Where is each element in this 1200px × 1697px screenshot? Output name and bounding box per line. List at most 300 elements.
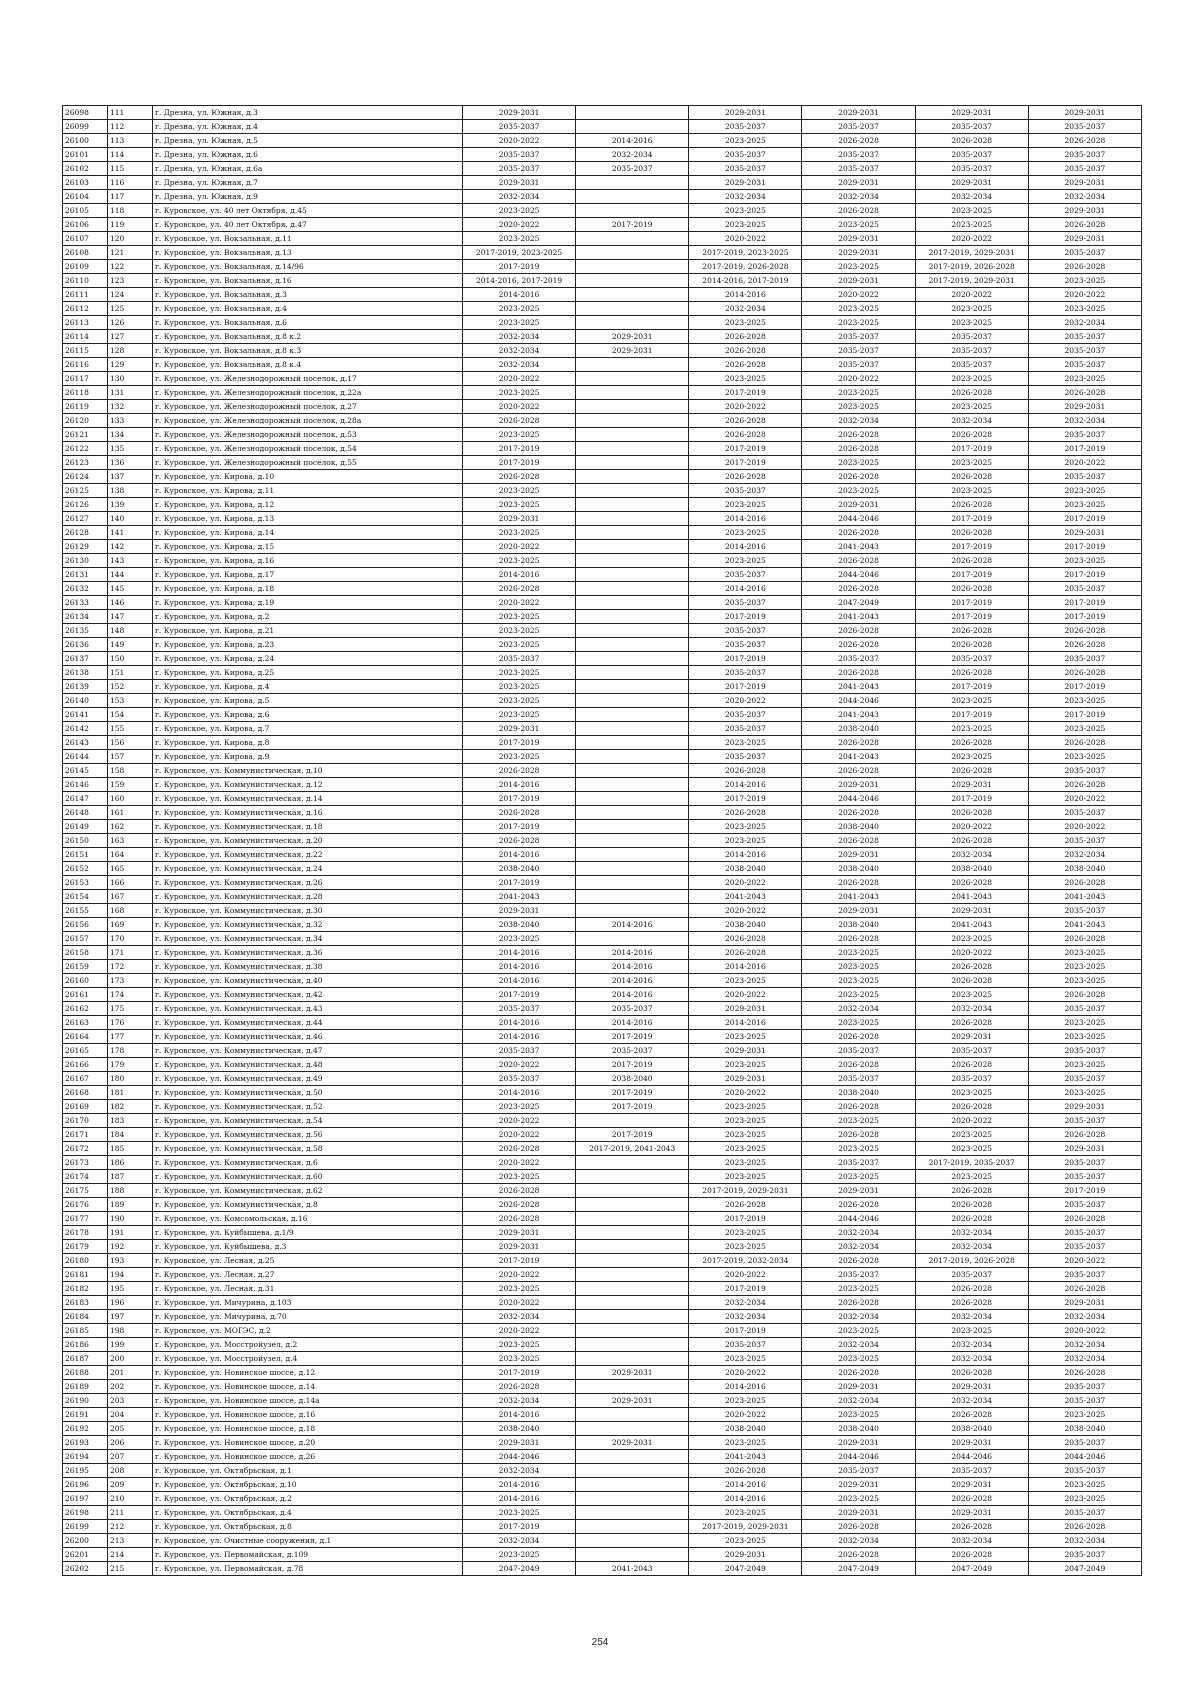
- cell-period-col-1: 2023-2025: [463, 1352, 576, 1366]
- cell-period-col-6: 2035-2037: [1028, 1198, 1141, 1212]
- table-row: [63, 1548, 1142, 1562]
- cell-period-col-3: 2035-2037: [689, 722, 802, 736]
- cell-period-col-1: 2032-2034: [463, 358, 576, 372]
- table-row: [63, 1380, 1142, 1394]
- table-row: [63, 1100, 1142, 1114]
- table-row: [63, 1478, 1142, 1492]
- cell-record-id: 26186: [63, 1338, 108, 1352]
- table-row: [63, 1282, 1142, 1296]
- cell-period-col-6: 2029-2031: [1028, 1142, 1141, 1156]
- cell-row-number: 189: [108, 1198, 153, 1212]
- table-row: [63, 414, 1142, 428]
- cell-period-col-5: 2026-2028: [915, 638, 1028, 652]
- cell-period-col-6: 2017-2019: [1028, 512, 1141, 526]
- cell-period-col-5: 2029-2031: [915, 1030, 1028, 1044]
- cell-period-col-5: 2020-2022: [915, 232, 1028, 246]
- cell-row-number: 187: [108, 1170, 153, 1184]
- cell-period-col-2: [576, 190, 689, 204]
- cell-address: г. Куровское, ул. Кирова, д.5: [153, 694, 463, 708]
- cell-period-col-6: 2023-2025: [1028, 484, 1141, 498]
- cell-record-id: 26177: [63, 1212, 108, 1226]
- cell-address: г. Куровское, ул. Коммунистическая, д.18: [153, 820, 463, 834]
- cell-record-id: 26144: [63, 750, 108, 764]
- table-row: [63, 876, 1142, 890]
- cell-period-col-1: 2035-2037: [463, 120, 576, 134]
- cell-period-col-6: 2020-2022: [1028, 1324, 1141, 1338]
- cell-period-col-5: 2023-2025: [915, 988, 1028, 1002]
- table-row: [63, 526, 1142, 540]
- cell-period-col-1: 2026-2028: [463, 1198, 576, 1212]
- cell-period-col-3: 2035-2037: [689, 666, 802, 680]
- cell-period-col-1: 2026-2028: [463, 834, 576, 848]
- cell-period-col-6: 2017-2019: [1028, 680, 1141, 694]
- cell-period-col-4: 2023-2025: [802, 1352, 915, 1366]
- cell-period-col-2: 2029-2031: [576, 1394, 689, 1408]
- cell-address: г. Куровское, ул. Коммунистическая, д.32: [153, 918, 463, 932]
- cell-period-col-6: 2026-2028: [1028, 988, 1141, 1002]
- cell-period-col-3: 2017-2019: [689, 680, 802, 694]
- cell-period-col-6: 2035-2037: [1028, 1394, 1141, 1408]
- cell-record-id: 26164: [63, 1030, 108, 1044]
- table-row: [63, 470, 1142, 484]
- cell-address: г. Куровское, ул. Кирова, д.19: [153, 596, 463, 610]
- cell-period-col-1: 2038-2040: [463, 918, 576, 932]
- cell-period-col-2: [576, 274, 689, 288]
- cell-period-col-6: 2023-2025: [1028, 498, 1141, 512]
- cell-period-col-3: 2023-2025: [689, 1156, 802, 1170]
- cell-address: г. Куровское, ул. Новинское шоссе, д.14: [153, 1380, 463, 1394]
- cell-period-col-1: 2023-2025: [463, 428, 576, 442]
- cell-period-col-5: 2026-2028: [915, 1296, 1028, 1310]
- cell-record-id: 26165: [63, 1044, 108, 1058]
- cell-period-col-5: 2026-2028: [915, 428, 1028, 442]
- cell-address: г. Куровское, ул. Мичурина, д.70: [153, 1310, 463, 1324]
- table-row: [63, 456, 1142, 470]
- cell-period-col-5: 2026-2028: [915, 1198, 1028, 1212]
- table-row: [63, 778, 1142, 792]
- cell-record-id: 26101: [63, 148, 108, 162]
- cell-address: г. Куровское, ул. Кирова, д.18: [153, 582, 463, 596]
- table-row: [63, 1394, 1142, 1408]
- cell-period-col-3: 2023-2025: [689, 736, 802, 750]
- cell-address: г. Куровское, ул. Кирова, д.17: [153, 568, 463, 582]
- cell-period-col-3: 2014-2016: [689, 1492, 802, 1506]
- table-row: [63, 694, 1142, 708]
- cell-address: г. Куровское, ул. Кирова, д.23: [153, 638, 463, 652]
- cell-period-col-3: 2029-2031: [689, 1072, 802, 1086]
- cell-period-col-1: 2017-2019: [463, 988, 576, 1002]
- cell-row-number: 138: [108, 484, 153, 498]
- cell-period-col-1: 2017-2019: [463, 1366, 576, 1380]
- cell-row-number: 157: [108, 750, 153, 764]
- cell-period-col-2: [576, 848, 689, 862]
- cell-period-col-2: [576, 1240, 689, 1254]
- cell-period-col-6: 2026-2028: [1028, 1366, 1141, 1380]
- cell-period-col-4: 2032-2034: [802, 1310, 915, 1324]
- cell-period-col-6: 2035-2037: [1028, 1002, 1141, 1016]
- cell-address: г. Дрезна, ул. Южная, д.9: [153, 190, 463, 204]
- cell-period-col-1: 2014-2016: [463, 568, 576, 582]
- cell-record-id: 26152: [63, 862, 108, 876]
- cell-address: г. Куровское, ул. Коммунистическая, д.16: [153, 806, 463, 820]
- cell-period-col-3: 2020-2022: [689, 694, 802, 708]
- cell-period-col-4: 2026-2028: [802, 1520, 915, 1534]
- cell-period-col-2: [576, 400, 689, 414]
- cell-period-col-2: [576, 540, 689, 554]
- cell-row-number: 168: [108, 904, 153, 918]
- cell-period-col-5: 2035-2037: [915, 1464, 1028, 1478]
- cell-address: г. Куровское, ул. Кирова, д.2: [153, 610, 463, 624]
- cell-period-col-4: 2020-2022: [802, 288, 915, 302]
- cell-period-col-6: 2035-2037: [1028, 764, 1141, 778]
- cell-period-col-4: 2032-2034: [802, 1394, 915, 1408]
- cell-period-col-6: 2023-2025: [1028, 946, 1141, 960]
- cell-period-col-4: 2032-2034: [802, 1002, 915, 1016]
- cell-period-col-1: 2020-2022: [463, 1058, 576, 1072]
- cell-row-number: 137: [108, 470, 153, 484]
- cell-period-col-6: 2017-2019: [1028, 1184, 1141, 1198]
- cell-row-number: 140: [108, 512, 153, 526]
- cell-record-id: 26142: [63, 722, 108, 736]
- cell-record-id: 26163: [63, 1016, 108, 1030]
- cell-row-number: 164: [108, 848, 153, 862]
- cell-record-id: 26147: [63, 792, 108, 806]
- table-row: [63, 1268, 1142, 1282]
- cell-address: г. Куровское, ул. Кирова, д.24: [153, 652, 463, 666]
- cell-period-col-2: [576, 638, 689, 652]
- cell-period-col-6: 2026-2028: [1028, 932, 1141, 946]
- cell-period-col-4: 2038-2040: [802, 1422, 915, 1436]
- cell-period-col-4: 2023-2025: [802, 946, 915, 960]
- cell-period-col-6: 2035-2037: [1028, 428, 1141, 442]
- table-row: [63, 1184, 1142, 1198]
- cell-period-col-2: [576, 820, 689, 834]
- cell-period-col-1: 2014-2016: [463, 778, 576, 792]
- cell-period-col-1: 2023-2025: [463, 932, 576, 946]
- cell-address: г. Куровское, ул. Лесная, д.25: [153, 1254, 463, 1268]
- cell-record-id: 26188: [63, 1366, 108, 1380]
- cell-period-col-1: 2029-2031: [463, 1436, 576, 1450]
- cell-address: г. Куровское, ул. Вокзальная, д.16: [153, 274, 463, 288]
- cell-period-col-4: 2032-2034: [802, 414, 915, 428]
- cell-period-col-1: 2041-2043: [463, 890, 576, 904]
- cell-period-col-3: 2038-2040: [689, 1422, 802, 1436]
- cell-period-col-3: 2026-2028: [689, 344, 802, 358]
- cell-period-col-5: 2020-2022: [915, 946, 1028, 960]
- cell-period-col-3: 2032-2034: [689, 1296, 802, 1310]
- table-row: [63, 1058, 1142, 1072]
- cell-period-col-5: 2017-2019, 2026-2028: [915, 260, 1028, 274]
- cell-record-id: 26121: [63, 428, 108, 442]
- cell-period-col-1: 2023-2025: [463, 386, 576, 400]
- cell-address: г. Куровское, ул. Железнодорожный поселок, д.22а: [153, 386, 463, 400]
- cell-period-col-2: [576, 302, 689, 316]
- cell-row-number: 186: [108, 1156, 153, 1170]
- cell-period-col-1: 2014-2016: [463, 960, 576, 974]
- cell-period-col-3: 2014-2016: [689, 582, 802, 596]
- cell-period-col-6: 2026-2028: [1028, 624, 1141, 638]
- cell-row-number: 119: [108, 218, 153, 232]
- cell-row-number: 179: [108, 1058, 153, 1072]
- cell-period-col-3: 2023-2025: [689, 974, 802, 988]
- table-row: [63, 1520, 1142, 1534]
- cell-period-col-1: 2026-2028: [463, 414, 576, 428]
- table-row: [63, 652, 1142, 666]
- cell-period-col-5: 2032-2034: [915, 190, 1028, 204]
- cell-period-col-2: [576, 554, 689, 568]
- cell-period-col-6: 2035-2037: [1028, 652, 1141, 666]
- cell-record-id: 26120: [63, 414, 108, 428]
- table-row: [63, 806, 1142, 820]
- cell-period-col-5: 2023-2025: [915, 1170, 1028, 1184]
- cell-period-col-6: 2029-2031: [1028, 232, 1141, 246]
- table-row: [63, 680, 1142, 694]
- cell-period-col-1: 2026-2028: [463, 1184, 576, 1198]
- cell-period-col-5: 2035-2037: [915, 344, 1028, 358]
- cell-period-col-6: 2035-2037: [1028, 1436, 1141, 1450]
- cell-period-col-4: 2032-2034: [802, 1534, 915, 1548]
- cell-period-col-6: 2023-2025: [1028, 1086, 1141, 1100]
- schedule-table: [62, 105, 1142, 1576]
- cell-record-id: 26155: [63, 904, 108, 918]
- cell-period-col-4: 2026-2028: [802, 204, 915, 218]
- cell-address: г. Куровское, ул. Лесная, д.27: [153, 1268, 463, 1282]
- cell-period-col-3: 2023-2025: [689, 134, 802, 148]
- cell-period-col-3: 2035-2037: [689, 162, 802, 176]
- cell-period-col-1: 2026-2028: [463, 1142, 576, 1156]
- table-row: [63, 442, 1142, 456]
- cell-record-id: 26153: [63, 876, 108, 890]
- cell-address: г. Куровское, ул. Коммунистическая, д.50: [153, 1086, 463, 1100]
- cell-address: г. Дрезна, ул. Южная, д.5: [153, 134, 463, 148]
- cell-period-col-5: 2017-2019: [915, 442, 1028, 456]
- cell-period-col-3: 2020-2022: [689, 1408, 802, 1422]
- table-row: [63, 1044, 1142, 1058]
- table-row: [63, 176, 1142, 190]
- cell-period-col-3: 2023-2025: [689, 1170, 802, 1184]
- cell-period-col-4: 2029-2031: [802, 246, 915, 260]
- cell-period-col-5: 2035-2037: [915, 358, 1028, 372]
- cell-period-col-3: 2023-2025: [689, 834, 802, 848]
- cell-period-col-3: 2017-2019: [689, 386, 802, 400]
- cell-period-col-4: 2035-2037: [802, 1464, 915, 1478]
- cell-period-col-3: 2017-2019: [689, 610, 802, 624]
- cell-period-col-3: 2035-2037: [689, 484, 802, 498]
- table-row: [63, 400, 1142, 414]
- cell-period-col-4: 2035-2037: [802, 162, 915, 176]
- cell-period-col-6: 2029-2031: [1028, 204, 1141, 218]
- table-row: [63, 218, 1142, 232]
- cell-period-col-3: 2020-2022: [689, 1086, 802, 1100]
- cell-period-col-4: 2029-2031: [802, 498, 915, 512]
- cell-period-col-2: [576, 1226, 689, 1240]
- cell-row-number: 116: [108, 176, 153, 190]
- cell-period-col-4: 2026-2028: [802, 1366, 915, 1380]
- cell-address: г. Куровское, ул. Коммунистическая, д.54: [153, 1114, 463, 1128]
- table-row: [63, 1240, 1142, 1254]
- cell-period-col-1: 2020-2022: [463, 134, 576, 148]
- cell-period-col-3: 2023-2025: [689, 1436, 802, 1450]
- cell-period-col-1: 2029-2031: [463, 512, 576, 526]
- cell-row-number: 172: [108, 960, 153, 974]
- cell-period-col-3: 2014-2016: [689, 512, 802, 526]
- cell-period-col-2: 2038-2040: [576, 1072, 689, 1086]
- cell-period-col-2: [576, 498, 689, 512]
- cell-period-col-3: 2023-2025: [689, 820, 802, 834]
- cell-period-col-5: 2023-2025: [915, 1142, 1028, 1156]
- cell-period-col-3: 2014-2016: [689, 1380, 802, 1394]
- cell-period-col-2: [576, 736, 689, 750]
- cell-record-id: 26174: [63, 1170, 108, 1184]
- cell-period-col-6: 2026-2028: [1028, 134, 1141, 148]
- table-row: [63, 1156, 1142, 1170]
- cell-period-col-2: [576, 176, 689, 190]
- cell-period-col-6: 2026-2028: [1028, 1128, 1141, 1142]
- cell-record-id: 26185: [63, 1324, 108, 1338]
- cell-record-id: 26146: [63, 778, 108, 792]
- cell-period-col-4: 2023-2025: [802, 974, 915, 988]
- cell-record-id: 26139: [63, 680, 108, 694]
- cell-address: г. Куровское, ул. Коммунистическая, д.52: [153, 1100, 463, 1114]
- cell-row-number: 134: [108, 428, 153, 442]
- cell-period-col-5: 2035-2037: [915, 652, 1028, 666]
- cell-period-col-6: 2035-2037: [1028, 1380, 1141, 1394]
- table-row: [63, 134, 1142, 148]
- cell-period-col-5: 2023-2025: [915, 456, 1028, 470]
- cell-address: г. Куровское, ул. Коммунистическая, д.60: [153, 1170, 463, 1184]
- cell-period-col-6: 2035-2037: [1028, 358, 1141, 372]
- cell-period-col-1: 2020-2022: [463, 372, 576, 386]
- cell-period-col-4: 2044-2046: [802, 512, 915, 526]
- cell-address: г. Куровское, ул. Коммунистическая, д.46: [153, 1030, 463, 1044]
- cell-period-col-5: 2026-2028: [915, 1100, 1028, 1114]
- cell-period-col-3: 2023-2025: [689, 526, 802, 540]
- cell-period-col-6: 2035-2037: [1028, 1240, 1141, 1254]
- cell-period-col-6: 2026-2028: [1028, 666, 1141, 680]
- cell-row-number: 114: [108, 148, 153, 162]
- table-row: [63, 918, 1142, 932]
- cell-period-col-2: [576, 1548, 689, 1562]
- cell-period-col-4: 2023-2025: [802, 988, 915, 1002]
- table-row: [63, 1086, 1142, 1100]
- cell-period-col-3: 2014-2016: [689, 1478, 802, 1492]
- cell-record-id: 26202: [63, 1562, 108, 1576]
- cell-period-col-2: 2014-2016: [576, 960, 689, 974]
- cell-period-col-2: [576, 106, 689, 120]
- cell-record-id: 26098: [63, 106, 108, 120]
- cell-period-col-5: 2026-2028: [915, 834, 1028, 848]
- cell-period-col-3: 2023-2025: [689, 372, 802, 386]
- cell-period-col-1: 2032-2034: [463, 344, 576, 358]
- cell-period-col-6: 2023-2025: [1028, 1492, 1141, 1506]
- cell-period-col-3: 2023-2025: [689, 1058, 802, 1072]
- cell-period-col-4: 2026-2028: [802, 624, 915, 638]
- cell-period-col-5: 2029-2031: [915, 1506, 1028, 1520]
- cell-row-number: 143: [108, 554, 153, 568]
- table-row: [63, 932, 1142, 946]
- cell-address: г. Куровское, ул. Кирова, д.9: [153, 750, 463, 764]
- cell-period-col-5: 2035-2037: [915, 330, 1028, 344]
- cell-period-col-1: 2023-2025: [463, 204, 576, 218]
- cell-period-col-1: 2023-2025: [463, 554, 576, 568]
- cell-period-col-1: 2017-2019: [463, 260, 576, 274]
- cell-period-col-4: 2026-2028: [802, 876, 915, 890]
- cell-period-col-2: [576, 582, 689, 596]
- cell-period-col-4: 2035-2037: [802, 1156, 915, 1170]
- cell-period-col-6: 2023-2025: [1028, 722, 1141, 736]
- cell-period-col-4: 2035-2037: [802, 148, 915, 162]
- cell-record-id: 26195: [63, 1464, 108, 1478]
- cell-record-id: 26112: [63, 302, 108, 316]
- cell-period-col-1: 2020-2022: [463, 1128, 576, 1142]
- cell-period-col-2: [576, 512, 689, 526]
- cell-address: г. Куровское, ул. Коммунистическая, д.36: [153, 946, 463, 960]
- cell-address: г. Куровское, ул. Октябрьская, д.8: [153, 1520, 463, 1534]
- cell-period-col-1: 2014-2016: [463, 1408, 576, 1422]
- cell-record-id: 26114: [63, 330, 108, 344]
- cell-address: г. Куровское, ул. Коммунистическая, д.43: [153, 1002, 463, 1016]
- cell-period-col-3: 2035-2037: [689, 708, 802, 722]
- cell-record-id: 26190: [63, 1394, 108, 1408]
- table-row: [63, 484, 1142, 498]
- cell-period-col-5: 2023-2025: [915, 1086, 1028, 1100]
- cell-period-col-4: 2041-2043: [802, 610, 915, 624]
- cell-period-col-6: 2032-2034: [1028, 1310, 1141, 1324]
- cell-period-col-2: 2017-2019: [576, 218, 689, 232]
- cell-period-col-1: 2023-2025: [463, 624, 576, 638]
- cell-address: г. Куровское, ул. Коммунистическая, д.48: [153, 1058, 463, 1072]
- cell-period-col-6: 2041-2043: [1028, 918, 1141, 932]
- cell-row-number: 152: [108, 680, 153, 694]
- cell-period-col-4: 2041-2043: [802, 890, 915, 904]
- cell-period-col-1: 2017-2019: [463, 456, 576, 470]
- cell-row-number: 113: [108, 134, 153, 148]
- table-row: [63, 554, 1142, 568]
- cell-period-col-4: 2023-2025: [802, 302, 915, 316]
- table-row: [63, 1534, 1142, 1548]
- cell-period-col-4: 2026-2028: [802, 1254, 915, 1268]
- cell-address: г. Куровское, ул. Вокзальная, д.3: [153, 288, 463, 302]
- cell-period-col-6: 2032-2034: [1028, 1534, 1141, 1548]
- cell-period-col-5: 2035-2037: [915, 1044, 1028, 1058]
- cell-period-col-5: 2026-2028: [915, 526, 1028, 540]
- cell-period-col-1: 2020-2022: [463, 400, 576, 414]
- table-row: [63, 1464, 1142, 1478]
- cell-period-col-2: [576, 484, 689, 498]
- cell-period-col-6: 2032-2034: [1028, 848, 1141, 862]
- cell-period-col-2: 2017-2019: [576, 1086, 689, 1100]
- cell-period-col-4: 2029-2031: [802, 106, 915, 120]
- cell-address: г. Куровское, ул. Коммунистическая, д.49: [153, 1072, 463, 1086]
- cell-period-col-4: 2029-2031: [802, 232, 915, 246]
- cell-period-col-4: 2023-2025: [802, 456, 915, 470]
- cell-period-col-3: 2014-2016: [689, 1016, 802, 1030]
- register-table-container: [62, 105, 1142, 1576]
- cell-period-col-4: 2023-2025: [802, 1324, 915, 1338]
- table-row: [63, 1450, 1142, 1464]
- cell-record-id: 26161: [63, 988, 108, 1002]
- cell-period-col-5: 2035-2037: [915, 120, 1028, 134]
- table-row: [63, 946, 1142, 960]
- cell-period-col-3: 2023-2025: [689, 1100, 802, 1114]
- cell-period-col-1: 2014-2016, 2017-2019: [463, 274, 576, 288]
- cell-period-col-2: [576, 442, 689, 456]
- cell-row-number: 148: [108, 624, 153, 638]
- cell-row-number: 205: [108, 1422, 153, 1436]
- cell-period-col-3: 2017-2019, 2029-2031: [689, 1184, 802, 1198]
- cell-period-col-3: 2023-2025: [689, 1142, 802, 1156]
- cell-period-col-1: 2014-2016: [463, 946, 576, 960]
